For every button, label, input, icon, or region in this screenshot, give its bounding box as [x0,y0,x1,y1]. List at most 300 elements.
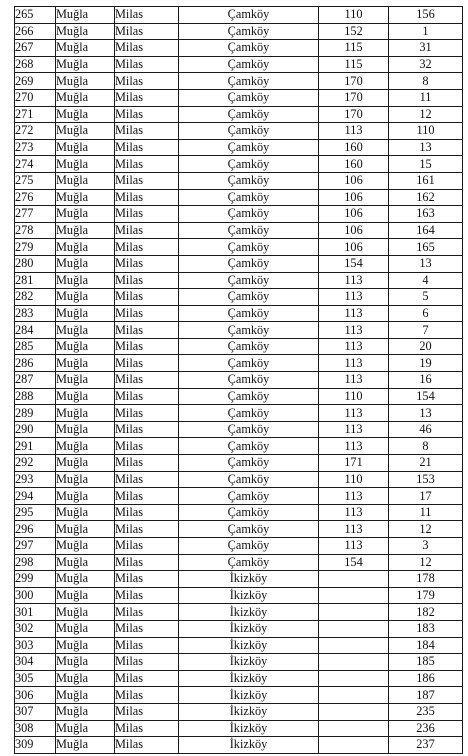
parcel-cell: 13 [389,405,463,422]
district-cell: Milas [115,504,179,521]
parcel-cell: 11 [389,504,463,521]
table-row [15,206,463,223]
table-row [15,89,463,106]
block-cell: 110 [319,388,389,405]
block-cell: 154 [319,255,389,272]
district-cell: Milas [115,737,179,754]
parcel-cell: 184 [389,637,463,654]
table-row [15,23,463,40]
village-cell: Çamköy [179,372,319,389]
row-number-cell: 289 [15,405,56,422]
village-cell: Çamköy [179,538,319,555]
block-cell: 160 [319,139,389,156]
row-number-cell: 309 [15,737,56,754]
block-cell: 113 [319,405,389,422]
table-row [15,720,463,737]
province-cell: Muğla [56,703,115,720]
table-row [15,172,463,189]
block-cell: 115 [319,40,389,57]
district-cell: Milas [115,620,179,637]
province-cell: Muğla [56,521,115,538]
row-number-cell: 303 [15,637,56,654]
parcel-cell: 12 [389,106,463,123]
table-row [15,455,463,472]
row-number-cell: 276 [15,189,56,206]
row-number-cell: 305 [15,670,56,687]
row-number-cell: 275 [15,172,56,189]
village-cell: Çamköy [179,272,319,289]
district-cell: Milas [115,604,179,621]
district-cell: Milas [115,637,179,654]
province-cell: Muğla [56,604,115,621]
village-cell: İkizköy [179,571,319,588]
parcel-cell: 7 [389,322,463,339]
parcel-cell: 179 [389,587,463,604]
row-number-cell: 297 [15,538,56,555]
parcel-cell: 21 [389,455,463,472]
parcel-cell: 1 [389,23,463,40]
district-cell: Milas [115,40,179,57]
block-cell: 106 [319,172,389,189]
row-number-cell: 304 [15,654,56,671]
block-cell: 110 [319,471,389,488]
village-cell: Çamköy [179,289,319,306]
village-cell: İkizköy [179,604,319,621]
row-number-cell: 292 [15,455,56,472]
village-cell: Çamköy [179,322,319,339]
parcel-cell: 154 [389,388,463,405]
province-cell: Muğla [56,89,115,106]
district-cell: Milas [115,538,179,555]
block-cell: 113 [319,488,389,505]
village-cell: Çamköy [179,305,319,322]
row-number-cell: 278 [15,222,56,239]
row-number-cell: 290 [15,421,56,438]
district-cell: Milas [115,421,179,438]
table-row [15,106,463,123]
parcel-cell: 13 [389,139,463,156]
district-cell: Milas [115,720,179,737]
table-row [15,56,463,73]
village-cell: Çamköy [179,40,319,57]
parcel-cell: 110 [389,123,463,140]
village-cell: Çamköy [179,388,319,405]
table-row [15,388,463,405]
block-cell [319,703,389,720]
block-cell: 113 [319,538,389,555]
parcel-cell: 165 [389,239,463,256]
parcel-cell: 15 [389,156,463,173]
province-cell: Muğla [56,654,115,671]
row-number-cell: 271 [15,106,56,123]
table-row [15,504,463,521]
table-row [15,289,463,306]
parcel-cell: 156 [389,7,463,24]
province-cell: Muğla [56,156,115,173]
village-cell: Çamköy [179,471,319,488]
district-cell: Milas [115,338,179,355]
table-row [15,305,463,322]
table-row [15,355,463,372]
parcel-cell: 163 [389,206,463,223]
row-number-cell: 267 [15,40,56,57]
district-cell: Milas [115,7,179,24]
province-cell: Muğla [56,289,115,306]
table-row [15,40,463,57]
block-cell: 171 [319,455,389,472]
village-cell: Çamköy [179,156,319,173]
province-cell: Muğla [56,106,115,123]
block-cell: 113 [319,421,389,438]
block-cell: 113 [319,521,389,538]
village-cell: Çamköy [179,73,319,90]
table-row [15,73,463,90]
province-cell: Muğla [56,670,115,687]
district-cell: Milas [115,206,179,223]
village-cell: İkizköy [179,637,319,654]
parcel-cell: 185 [389,654,463,671]
row-number-cell: 281 [15,272,56,289]
parcel-cell: 5 [389,289,463,306]
village-cell: İkizköy [179,670,319,687]
row-number-cell: 299 [15,571,56,588]
row-number-cell: 285 [15,338,56,355]
district-cell: Milas [115,139,179,156]
block-cell: 113 [319,372,389,389]
row-number-cell: 295 [15,504,56,521]
district-cell: Milas [115,106,179,123]
village-cell: Çamköy [179,521,319,538]
district-cell: Milas [115,554,179,571]
parcel-cell: 12 [389,521,463,538]
row-number-cell: 307 [15,703,56,720]
parcel-cell: 186 [389,670,463,687]
row-number-cell: 286 [15,355,56,372]
row-number-cell: 302 [15,620,56,637]
village-cell: İkizköy [179,737,319,754]
village-cell: Çamköy [179,106,319,123]
province-cell: Muğla [56,637,115,654]
table-row [15,272,463,289]
parcel-cell: 178 [389,571,463,588]
table-row [15,189,463,206]
row-number-cell: 291 [15,438,56,455]
parcel-cell: 164 [389,222,463,239]
block-cell: 106 [319,239,389,256]
district-cell: Milas [115,222,179,239]
province-cell: Muğla [56,7,115,24]
row-number-cell: 298 [15,554,56,571]
parcel-cell: 16 [389,372,463,389]
table-row [15,703,463,720]
province-cell: Muğla [56,23,115,40]
province-cell: Muğla [56,172,115,189]
parcel-cell: 4 [389,272,463,289]
province-cell: Muğla [56,687,115,704]
province-cell: Muğla [56,455,115,472]
district-cell: Milas [115,123,179,140]
parcel-cell: 32 [389,56,463,73]
row-number-cell: 269 [15,73,56,90]
block-cell: 154 [319,554,389,571]
village-cell: İkizköy [179,654,319,671]
province-cell: Muğla [56,239,115,256]
block-cell: 113 [319,338,389,355]
district-cell: Milas [115,587,179,604]
district-cell: Milas [115,239,179,256]
district-cell: Milas [115,438,179,455]
province-cell: Muğla [56,139,115,156]
block-cell [319,737,389,754]
parcel-table-body [15,7,463,754]
district-cell: Milas [115,521,179,538]
village-cell: Çamköy [179,554,319,571]
district-cell: Milas [115,405,179,422]
table-row [15,7,463,24]
village-cell: İkizköy [179,587,319,604]
district-cell: Milas [115,73,179,90]
village-cell: Çamköy [179,255,319,272]
province-cell: Muğla [56,322,115,339]
table-row [15,538,463,555]
district-cell: Milas [115,670,179,687]
district-cell: Milas [115,455,179,472]
row-number-cell: 301 [15,604,56,621]
province-cell: Muğla [56,388,115,405]
table-row [15,488,463,505]
block-cell [319,637,389,654]
row-number-cell: 282 [15,289,56,306]
province-cell: Muğla [56,372,115,389]
block-cell: 110 [319,7,389,24]
table-row [15,255,463,272]
table-row [15,372,463,389]
row-number-cell: 268 [15,56,56,73]
row-number-cell: 273 [15,139,56,156]
block-cell: 106 [319,206,389,223]
village-cell: Çamköy [179,504,319,521]
row-number-cell: 288 [15,388,56,405]
district-cell: Milas [115,23,179,40]
village-cell: Çamköy [179,421,319,438]
district-cell: Milas [115,156,179,173]
table-row [15,587,463,604]
block-cell [319,670,389,687]
parcel-table [14,6,463,754]
table-row [15,405,463,422]
row-number-cell: 296 [15,521,56,538]
village-cell: Çamköy [179,89,319,106]
block-cell [319,620,389,637]
province-cell: Muğla [56,56,115,73]
table-row [15,139,463,156]
village-cell: İkizköy [179,703,319,720]
parcel-cell: 6 [389,305,463,322]
block-cell: 115 [319,56,389,73]
parcel-cell: 11 [389,89,463,106]
block-cell: 170 [319,89,389,106]
district-cell: Milas [115,272,179,289]
province-cell: Muğla [56,438,115,455]
table-row [15,338,463,355]
block-cell [319,687,389,704]
village-cell: Çamköy [179,172,319,189]
block-cell [319,720,389,737]
table-row [15,737,463,754]
table-row [15,554,463,571]
block-cell [319,587,389,604]
parcel-cell: 17 [389,488,463,505]
row-number-cell: 308 [15,720,56,737]
parcel-cell: 46 [389,421,463,438]
block-cell [319,654,389,671]
parcel-cell: 162 [389,189,463,206]
district-cell: Milas [115,322,179,339]
parcel-cell: 237 [389,737,463,754]
province-cell: Muğla [56,123,115,140]
village-cell: Çamköy [179,139,319,156]
block-cell: 170 [319,73,389,90]
block-cell: 113 [319,289,389,306]
parcel-cell: 8 [389,438,463,455]
province-cell: Muğla [56,421,115,438]
district-cell: Milas [115,172,179,189]
row-number-cell: 284 [15,322,56,339]
province-cell: Muğla [56,272,115,289]
block-cell: 113 [319,355,389,372]
table-row [15,604,463,621]
province-cell: Muğla [56,206,115,223]
province-cell: Muğla [56,305,115,322]
parcel-cell: 183 [389,620,463,637]
table-row [15,670,463,687]
parcel-cell: 235 [389,703,463,720]
row-number-cell: 280 [15,255,56,272]
province-cell: Muğla [56,471,115,488]
district-cell: Milas [115,571,179,588]
district-cell: Milas [115,388,179,405]
table-row [15,421,463,438]
row-number-cell: 300 [15,587,56,604]
province-cell: Muğla [56,222,115,239]
row-number-cell: 274 [15,156,56,173]
parcel-cell: 8 [389,73,463,90]
district-cell: Milas [115,89,179,106]
block-cell: 152 [319,23,389,40]
province-cell: Muğla [56,488,115,505]
parcel-cell: 12 [389,554,463,571]
parcel-cell: 3 [389,538,463,555]
province-cell: Muğla [56,504,115,521]
block-cell [319,604,389,621]
table-row [15,438,463,455]
row-number-cell: 265 [15,7,56,24]
table-row [15,637,463,654]
district-cell: Milas [115,654,179,671]
table-row [15,123,463,140]
district-cell: Milas [115,372,179,389]
table-row [15,222,463,239]
row-number-cell: 277 [15,206,56,223]
table-row [15,322,463,339]
block-cell: 113 [319,123,389,140]
province-cell: Muğla [56,620,115,637]
village-cell: Çamköy [179,338,319,355]
row-number-cell: 279 [15,239,56,256]
block-cell: 113 [319,438,389,455]
district-cell: Milas [115,189,179,206]
parcel-cell: 187 [389,687,463,704]
village-cell: Çamköy [179,206,319,223]
district-cell: Milas [115,289,179,306]
parcel-cell: 13 [389,255,463,272]
district-cell: Milas [115,355,179,372]
village-cell: Çamköy [179,222,319,239]
district-cell: Milas [115,255,179,272]
province-cell: Muğla [56,720,115,737]
parcel-cell: 153 [389,471,463,488]
row-number-cell: 283 [15,305,56,322]
row-number-cell: 272 [15,123,56,140]
province-cell: Muğla [56,737,115,754]
province-cell: Muğla [56,40,115,57]
block-cell: 113 [319,504,389,521]
block-cell: 106 [319,189,389,206]
table-row [15,471,463,488]
table-row [15,687,463,704]
row-number-cell: 270 [15,89,56,106]
village-cell: Çamköy [179,56,319,73]
village-cell: Çamköy [179,23,319,40]
table-row [15,239,463,256]
row-number-cell: 266 [15,23,56,40]
province-cell: Muğla [56,587,115,604]
province-cell: Muğla [56,355,115,372]
village-cell: Çamköy [179,455,319,472]
district-cell: Milas [115,488,179,505]
province-cell: Muğla [56,255,115,272]
block-cell: 113 [319,322,389,339]
table-row [15,620,463,637]
block-cell [319,571,389,588]
parcel-cell: 19 [389,355,463,372]
village-cell: Çamköy [179,438,319,455]
parcel-cell: 20 [389,338,463,355]
village-cell: Çamköy [179,239,319,256]
province-cell: Muğla [56,538,115,555]
province-cell: Muğla [56,405,115,422]
parcel-cell: 182 [389,604,463,621]
district-cell: Milas [115,305,179,322]
block-cell: 106 [319,222,389,239]
parcel-cell: 31 [389,40,463,57]
row-number-cell: 293 [15,471,56,488]
block-cell: 113 [319,272,389,289]
village-cell: İkizköy [179,720,319,737]
block-cell: 170 [319,106,389,123]
province-cell: Muğla [56,338,115,355]
parcel-cell: 161 [389,172,463,189]
village-cell: Çamköy [179,7,319,24]
province-cell: Muğla [56,73,115,90]
village-cell: Çamköy [179,488,319,505]
district-cell: Milas [115,56,179,73]
village-cell: Çamköy [179,355,319,372]
district-cell: Milas [115,703,179,720]
province-cell: Muğla [56,571,115,588]
block-cell: 160 [319,156,389,173]
table-row [15,571,463,588]
